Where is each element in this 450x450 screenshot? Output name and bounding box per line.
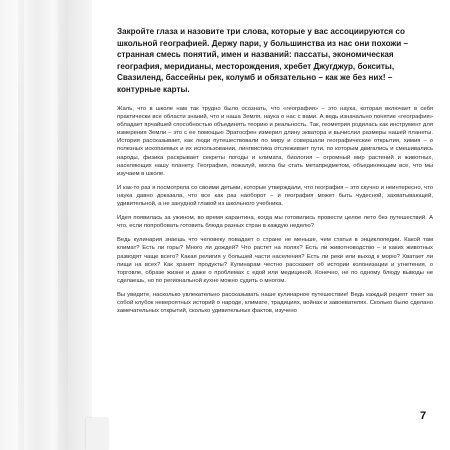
- fabric-tag: [86, 418, 108, 450]
- text-page: [117, 26, 433, 446]
- paragraph: Идея появилась за ужином, во время карантина, когда мы готовились провести целое лето без путешествий. А что, если попробовать готовить блюда разных стран в каждую неделю?: [117, 215, 433, 230]
- paragraph: Жаль, что в школе нам так трудно было осознать, что «география» – это наука, которая включает в себя практически все области знаний, что и наша Земля, наука о нас с вами. А ведь изначально понятие «география» обладает ярчайшей способностью объединять теорию и реальность. Так, геометрия родилась как инструмент для измерения Земли – это с ее помощью Эратосфен измерил длину экватора и вычислил размеры нашей планеты. История рассказывает, как люди путешествовали по миру и совершали географические открытия, химия – о полезных ископаемых и их использовании, лингвистика отслеживает пути, по которым двигались и смешивались народы, физика раскрывает секреты погоды и климата, биология – огромный мир растений и животных, населяющих нашу планету. География, пожалуй, могла бы стать метапредметом, объединяющим все, что мы изучаем в школе.: [117, 106, 433, 177]
- intro-heading: Закройте глаза и назовите три слова, которые у вас ассоциируются со школьной географией. Держу пари, у большинства из нас они похожи – странная смесь понятий, имен и названий: пассаты, экономическая география, меридианы, месторождения, хребет Джугджур, бокситы, Свазиленд, бассейны рек, колумб и обязательно – как же без них! – контурные карты.: [117, 27, 409, 94]
- paragraph: Вы увидите, насколько увлекательно рассказывать наше кулинарное путешествие! Ведь каждый рецепт тянет за собой клубок невероятных историй о народе, климате, традициях, войнах и завоевателях. Сколько было сделано замечательных открытий, сколько удивительных фактов, изучено: [117, 291, 433, 315]
- paragraph: Ведь кулинария знаешь что человеку повадает о стране не меньше, чем статьи в энциклопедии. Какой там климат? Есть ли горы? Много ли дождей? Что растет на полях? Есть ли животноводство – и каких животных разводят чаще всего? Какая религия у большей части населения? Есть ли реки или выход к морю? Хватает ли пищи на всех? Как хранят продукты? Кулинарам честно расскажет об истории колонизации и угнетения, о торговле, образе жизни и даже о проблемах с едой или медициной. Конечно, не по одному блюду выводы не сделаешь, но по региональной кухне можно судить о многом.: [117, 237, 433, 284]
- paragraph: И как-то раз я посмотрела со своими детьми, которые утверждали, что география – это скучно и неинтересно, что наука давно доказала, что все как раз наоборот – и география может быть чудесной, захватывающей, удивительной, а не занудной главой из школьного учебника.: [117, 184, 433, 208]
- page-number: 7: [420, 410, 427, 422]
- fabric-photo: [0, 0, 92, 450]
